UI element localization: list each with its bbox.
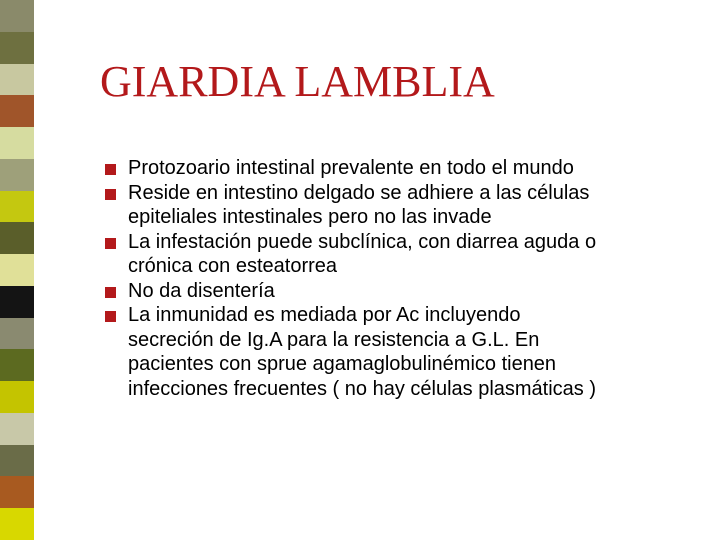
stripe-band — [0, 32, 34, 64]
square-bullet-icon — [105, 311, 116, 322]
bullet-line: No da disentería — [128, 279, 275, 302]
bullet-item — [105, 303, 705, 401]
stripe-band — [0, 95, 34, 127]
square-bullet-icon — [105, 189, 116, 200]
bullet-line: crónica con esteatorrea — [128, 255, 338, 277]
stripe-band — [0, 64, 34, 96]
stripe-band — [0, 318, 34, 350]
bullet-line: La inmunidad es mediada por Ac incluyendo — [128, 304, 521, 326]
slide-title: GIARDIA LAMBLIA — [100, 57, 495, 106]
square-bullet-icon — [105, 238, 116, 249]
stripe-band — [0, 159, 34, 191]
stripe-band — [0, 445, 34, 477]
bullet-item — [105, 181, 705, 230]
bullet-list — [105, 156, 705, 401]
bullet-line: pacientes con sprue agamaglobulinémico tienen — [128, 353, 557, 375]
stripe-band — [0, 0, 34, 32]
bullet-line: infecciones frecuentes ( no hay células plasmáticas ) — [128, 377, 597, 400]
square-bullet-icon — [105, 287, 116, 298]
bullet-item — [105, 230, 705, 279]
stripe-band — [0, 286, 34, 318]
stripe-band — [0, 349, 34, 381]
stripe-band — [0, 381, 34, 413]
stripe-band — [0, 254, 34, 286]
stripe-band — [0, 127, 34, 159]
bullet-line: secreción de Ig.A para la resistencia a G.L. En — [128, 328, 540, 351]
stripe-band — [0, 476, 34, 508]
bullet-line: epiteliales intestinales pero no las invade — [128, 206, 492, 228]
bullet-line: La infestación puede subclínica, con diarrea aguda o — [128, 230, 597, 253]
bullet-item — [105, 279, 705, 304]
stripe-band — [0, 508, 34, 540]
stripe-band — [0, 222, 34, 254]
bullet-line: Protozoario intestinal prevalente en todo el mundo — [128, 157, 574, 179]
bullet-line: Reside en intestino delgado se adhiere a las células — [128, 181, 590, 204]
stripe-band — [0, 413, 34, 445]
square-bullet-icon — [105, 164, 116, 175]
bullet-item — [105, 156, 705, 181]
decorative-color-stripe — [0, 0, 34, 540]
stripe-band — [0, 191, 34, 223]
